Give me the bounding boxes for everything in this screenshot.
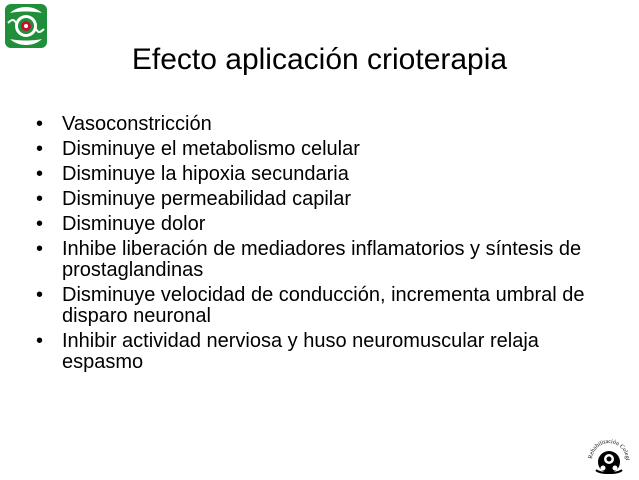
list-item bbox=[34, 139, 624, 160]
list-item bbox=[34, 331, 624, 373]
list-item bbox=[34, 114, 624, 135]
bullet-icon: • bbox=[36, 113, 44, 135]
list-item bbox=[34, 214, 624, 235]
list-item bbox=[34, 285, 624, 327]
list-item bbox=[34, 164, 624, 185]
bullet-icon: • bbox=[36, 188, 44, 210]
list-item bbox=[34, 239, 624, 281]
list-item bbox=[34, 189, 624, 210]
bullet-list bbox=[34, 114, 624, 377]
bullet-text: Disminuye dolor bbox=[62, 213, 206, 235]
bullet-text: Disminuye velocidad de conducción, incrementa umbral de disparo neuronal bbox=[62, 284, 585, 327]
bullet-icon: • bbox=[36, 284, 44, 306]
bullet-text: Inhibe liberación de mediadores inflamatorios y síntesis de prostaglandinas bbox=[62, 238, 582, 281]
bullet-icon: • bbox=[36, 213, 44, 235]
bullet-text: Disminuye la hipoxia secundaria bbox=[62, 163, 349, 185]
bullet-text: Inhibir actividad nerviosa y huso neuromuscular relaja espasmo bbox=[62, 330, 539, 373]
bullet-text: Disminuye el metabolismo celular bbox=[62, 138, 360, 160]
rehabilitation-logo-icon bbox=[584, 430, 634, 476]
bullet-icon: • bbox=[36, 238, 44, 260]
bullet-text: Disminuye permeabilidad capilar bbox=[62, 188, 352, 210]
bullet-icon: • bbox=[36, 138, 44, 160]
logo-text: Rehabilitación Colegi bbox=[587, 438, 631, 461]
bullet-icon: • bbox=[36, 330, 44, 352]
bullet-text: Vasoconstricción bbox=[62, 113, 212, 135]
slide-title: Efecto aplicación crioterapia bbox=[131, 43, 508, 76]
bullet-icon: • bbox=[36, 163, 44, 185]
